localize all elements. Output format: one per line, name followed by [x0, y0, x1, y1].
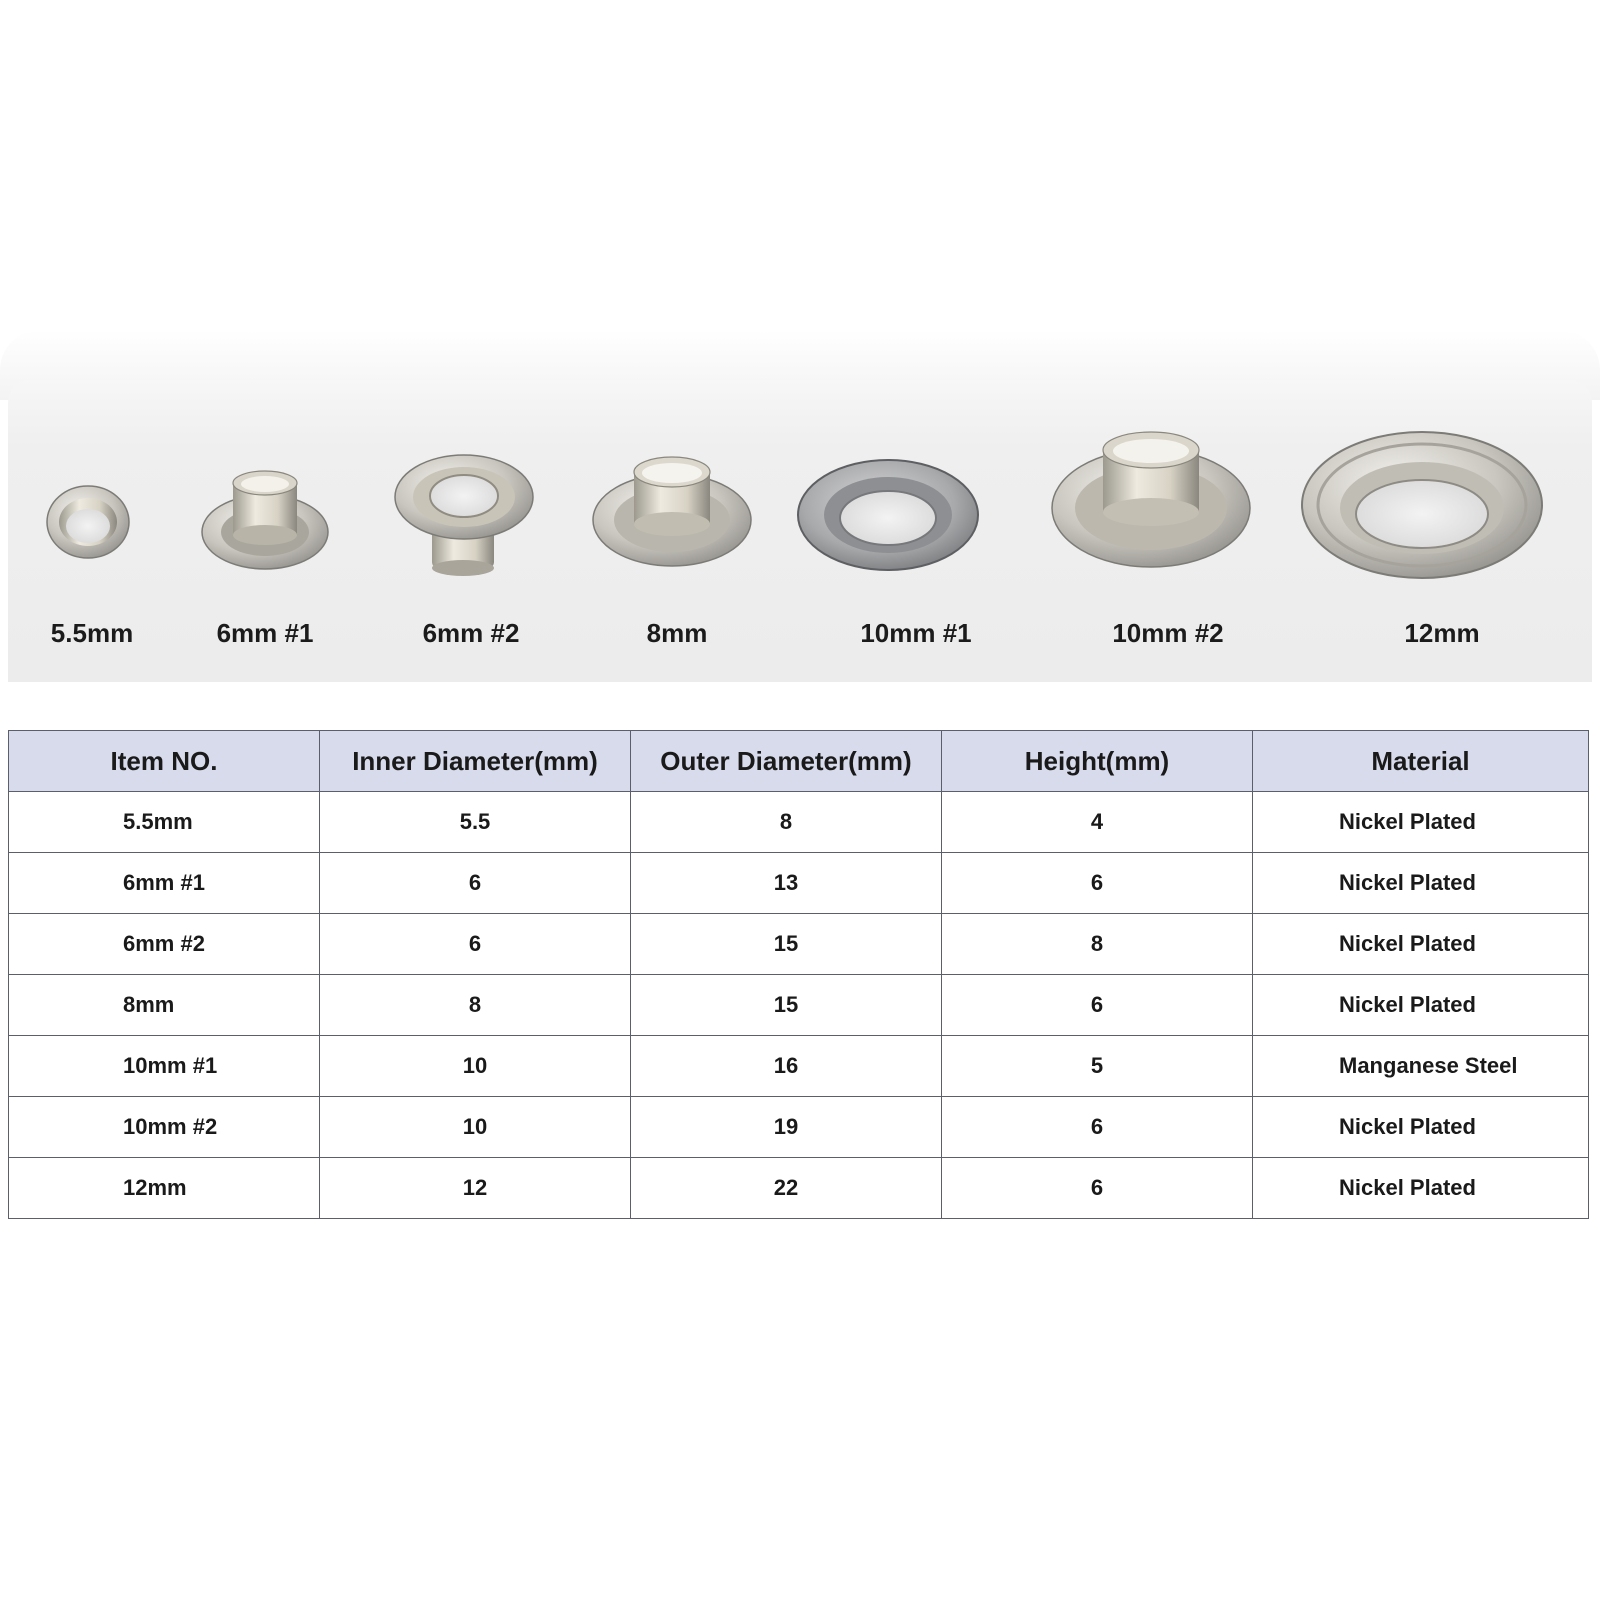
header-inner-diameter: Inner Diameter(mm) [320, 731, 631, 792]
item-cell: 5.5mm [9, 792, 320, 853]
eyelet-label-6mm-2: 6mm #2 [422, 618, 520, 648]
eyelet-10mm-1-image [798, 460, 978, 570]
outer-diameter-cell: 15 [631, 914, 942, 975]
outer-diameter-cell: 8 [631, 792, 942, 853]
height-cell: 8 [942, 914, 1253, 975]
material-cell: Nickel Plated [1253, 1158, 1589, 1219]
inner-diameter-cell: 5.5 [320, 792, 631, 853]
height-cell: 4 [942, 792, 1253, 853]
item-cell: 10mm #1 [9, 1036, 320, 1097]
material-cell: Nickel Plated [1253, 914, 1589, 975]
eyelet-label-10mm-2: 10mm #2 [1112, 618, 1224, 648]
eyelet-label-5-5mm: 5.5mm [50, 618, 134, 648]
item-cell: 6mm #1 [9, 853, 320, 914]
eyelet-label-12mm: 12mm [1404, 618, 1480, 648]
height-cell: 5 [942, 1036, 1253, 1097]
height-cell: 6 [942, 975, 1253, 1036]
material-cell: Nickel Plated [1253, 1097, 1589, 1158]
eyelet-6mm-1-image [202, 471, 328, 569]
outer-diameter-cell: 16 [631, 1036, 942, 1097]
height-cell: 6 [942, 1158, 1253, 1219]
material-cell: Nickel Plated [1253, 853, 1589, 914]
material-cell: Nickel Plated [1253, 792, 1589, 853]
item-cell: 8mm [9, 975, 320, 1036]
item-cell: 6mm #2 [9, 914, 320, 975]
header-item-no: Item NO. [9, 731, 320, 792]
header-outer-diameter: Outer Diameter(mm) [631, 731, 942, 792]
table-row [9, 914, 1589, 975]
eyelet-label-8mm: 8mm [646, 618, 708, 648]
outer-diameter-cell: 15 [631, 975, 942, 1036]
eyelet-6mm-2-image [395, 455, 533, 576]
outer-diameter-cell: 13 [631, 853, 942, 914]
table-row [9, 1036, 1589, 1097]
inner-diameter-cell: 8 [320, 975, 631, 1036]
table-row [9, 1097, 1589, 1158]
eyelet-8mm-image [593, 457, 751, 566]
eyelet-label-6mm-1: 6mm #1 [216, 618, 314, 648]
inner-diameter-cell: 6 [320, 853, 631, 914]
material-cell: Manganese Steel [1253, 1036, 1589, 1097]
item-cell: 10mm #2 [9, 1097, 320, 1158]
item-cell: 12mm [9, 1158, 320, 1219]
table-row [9, 1158, 1589, 1219]
outer-diameter-cell: 22 [631, 1158, 942, 1219]
height-cell: 6 [942, 853, 1253, 914]
eyelet-10mm-2-image [1052, 432, 1250, 567]
inner-diameter-cell: 6 [320, 914, 631, 975]
table-header-row [9, 731, 1589, 792]
inner-diameter-cell: 12 [320, 1158, 631, 1219]
inner-diameter-cell: 10 [320, 1097, 631, 1158]
header-height: Height(mm) [942, 731, 1253, 792]
table-row [9, 853, 1589, 914]
table-row [9, 975, 1589, 1036]
table-row [9, 792, 1589, 853]
eyelet-label-10mm-1: 10mm #1 [860, 618, 972, 648]
eyelet-5-5mm-image [47, 486, 129, 558]
spec-table [8, 730, 1589, 1219]
material-cell: Nickel Plated [1253, 975, 1589, 1036]
height-cell: 6 [942, 1097, 1253, 1158]
eyelet-12mm-image [1302, 432, 1542, 578]
inner-diameter-cell: 10 [320, 1036, 631, 1097]
header-material: Material [1253, 731, 1589, 792]
outer-diameter-cell: 19 [631, 1097, 942, 1158]
